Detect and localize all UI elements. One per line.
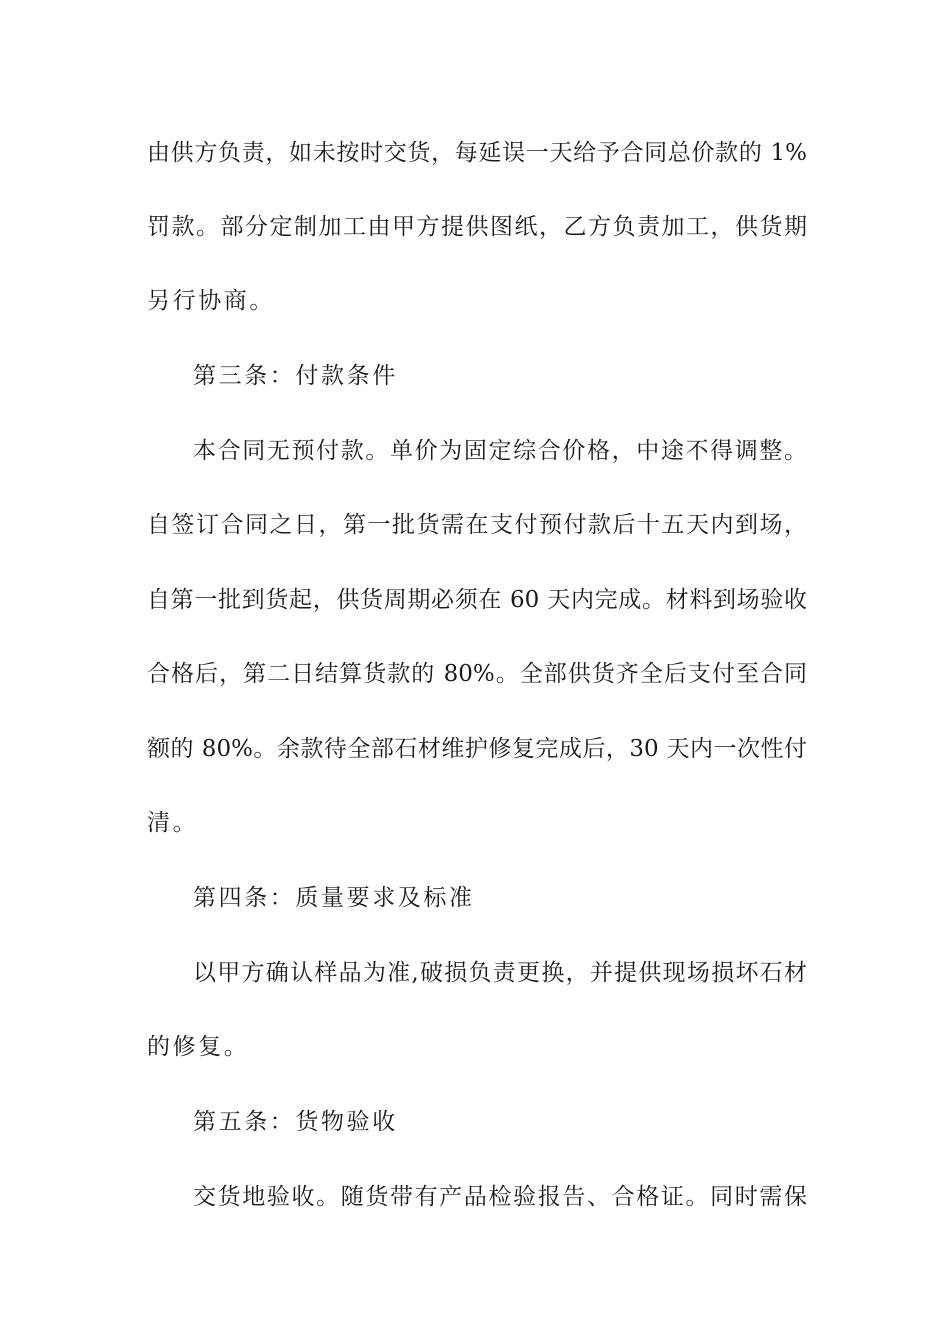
body-text-line: 另行协商。 [147, 288, 275, 314]
body-text-line: 罚款。部分定制加工由甲方提供图纸，乙方负责加工，供货期 [147, 214, 807, 240]
body-text-line: 额的 80%。余款待全部石材维护修复完成后，30 天内一次性付 [147, 736, 807, 762]
body-text-line: 以甲方确认样品为准,破损负责更换，并提供现场损坏石材 [193, 960, 807, 986]
body-text-line: 清。 [147, 810, 199, 836]
body-text-line: 本合同无预付款。单价为固定综合价格，中途不得调整。 [193, 438, 807, 464]
body-text-line: 由供方负责，如未按时交货，每延误一天给予合同总价款的 1% [147, 140, 807, 166]
body-text-line: 交货地验收。随货带有产品检验报告、合格证。同时需保 [193, 1184, 807, 1210]
section-heading: 第五条：货物验收 [193, 1109, 398, 1135]
section-heading: 第三条：付款条件 [193, 363, 398, 389]
body-text-line: 自签订合同之日，第一批货需在支付预付款后十五天内到场， [147, 512, 807, 538]
body-text-line: 合格后，第二日结算货款的 80%。全部供货齐全后支付至合同 [147, 661, 807, 687]
section-heading: 第四条：质量要求及标准 [193, 885, 475, 911]
body-text-line: 自第一批到货起，供货周期必须在 60 天内完成。材料到场验收 [147, 587, 807, 613]
body-text-line: 的修复。 [147, 1034, 250, 1060]
